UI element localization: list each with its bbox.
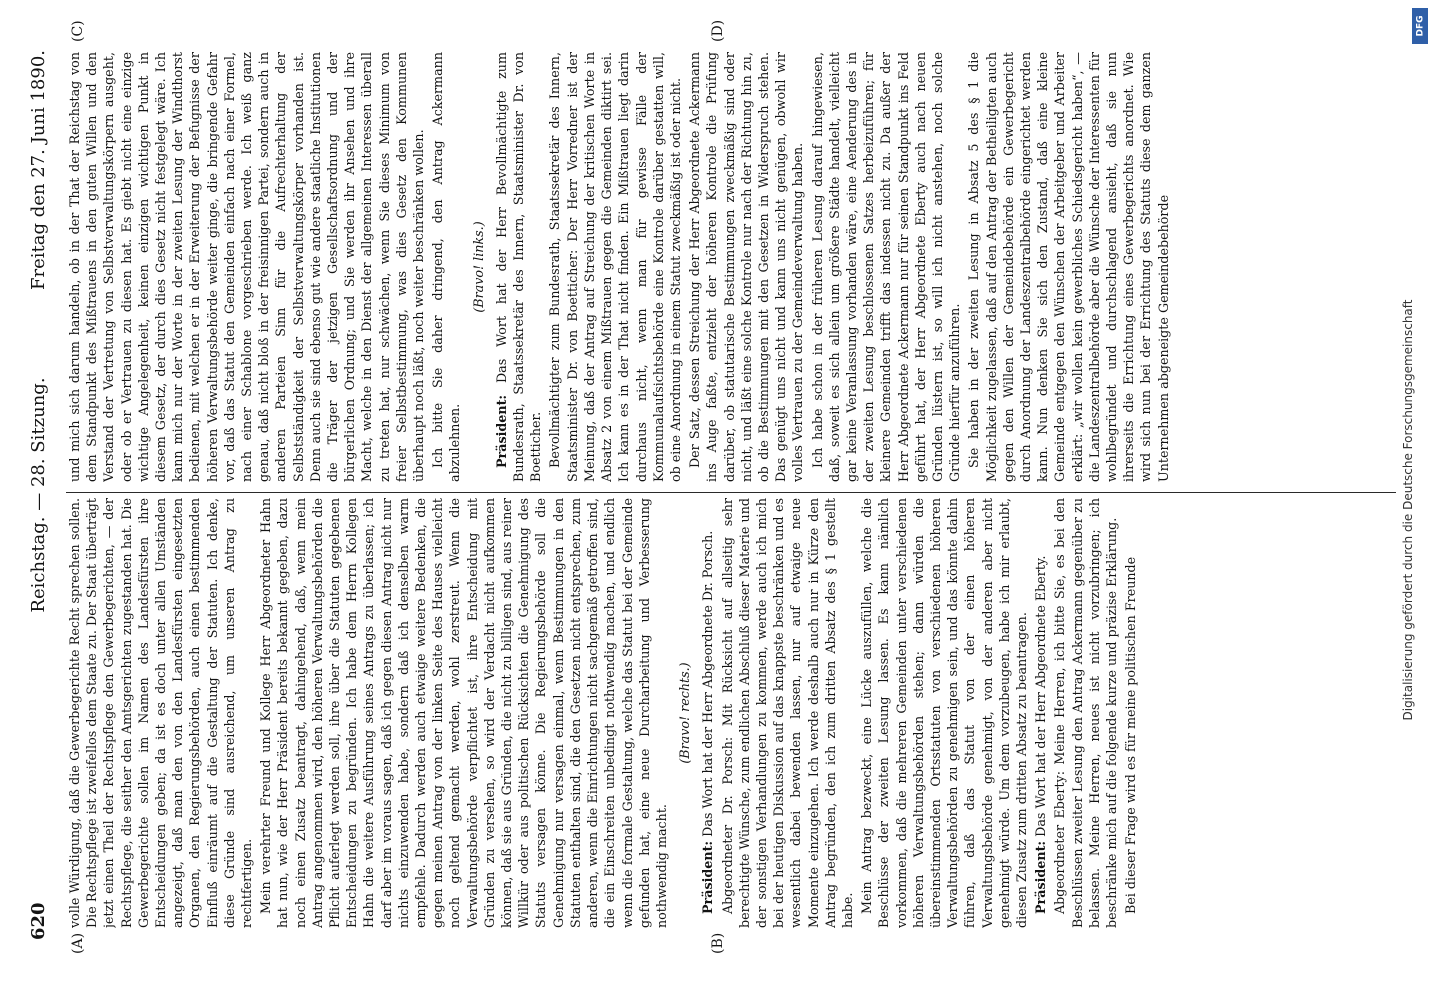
paragraph: Bei dieser Frage wird es für meine politischen Freunde: [1123, 556, 1139, 914]
president-remark: [1032, 498, 1049, 928]
speaker-label: Präsident:: [493, 394, 509, 468]
speaker-label: Präsident:: [1033, 840, 1049, 914]
digitization-credit: [1386, 60, 1430, 960]
remark-text: Das Wort hat der Herr Abgeordnete Dr. Porsch.: [700, 530, 716, 837]
margin-marker-a: (A): [70, 932, 86, 954]
paragraph: und mich sich darum handeln, ob in der That der Reichstag von dem Standpunkt des Mißtrauens in den guten Willen und den Verstand der Vertretung von Selbstverwaltungskörpern ausgeht, oder ob er Vertrauen zu diesen hat. Es giebt nicht eine einzige wichtige Angelegenheit, keinen einzigen wichtigen Punkt in diesem Gesetz, der durch dies Gesetz nicht festgelegt wäre. Ich kann mich nur der Worte in der zweiten Lesung der Windthorst bedienen, mit welchen er in der Erweiterung der Befugnisse der höheren Verwaltungsbehörde weiter ginge, die bringende Gefahr vor, daß das Statut den Gemeinden einfach nach einer Formel, nach einer Schablone vorgeschrieben werde. Ich weiß ganz genau, daß nicht bloß in der freisinnigen Partei, sondern auch in anderen Parteien Sinn für die Aufrechterhaltung der Selbstständigkeit der Selbstverwaltungskörper vorhanden ist. Denn auch sie sind ebenso gut wie andere staatliche Institutionen die Träger der jetzigen Gesellschaftsordnung und der bürgerlichen Ordnung; und Sie werden ihr Ansehen und ihre Macht, welche in den Dienst der allgemeinen Interessen überall zu treten hat, nur schwächen, wenn Sie dieses Minimum von freier Selbstbestimmung, was dies Gesetz den Kommunen überhaupt noch läßt, noch weiter beschränken wollen.: [67, 52, 427, 482]
session-title: Reichstag. — 28. Sitzung.: [28, 377, 49, 613]
speaker-label: Präsident:: [700, 840, 716, 914]
session-date: Freitag den 27. Juni 1890.: [28, 50, 49, 290]
credit-text: Digitalisierung gefördert durch die Deutsche Forschungsgemeinschaft: [1401, 299, 1415, 721]
margin-marker-b: (B): [710, 932, 726, 954]
dfg-logo: [1412, 8, 1428, 44]
applause-note: (Bravo! links.): [470, 221, 486, 313]
column-divider: [66, 492, 1396, 493]
page-header: [14, 50, 54, 940]
page-number: 620: [28, 902, 49, 940]
paragraph: Abgeordneter Eberty: Meine Herren, ich bitte Sie, es bei den Beschlüssen zweiter Lesung den Antrag Ackermann gegenüber zu belassen. Meine Herren, neues ist nicht vorzubringen; ich beschränke mich auf die folgende kurze und präzise Erklärung.: [1052, 498, 1119, 928]
paragraph: volle Würdigung, daß die Gewerbegerichte Recht sprechen sollen. Die Rechtspflege ist zweifellos dem Staate zu. Der Staat überträgt jetzt einen Theil der Rechtspflege den Gewerbegerichten, — der Rechtspflege, die seither den Amtsgerichten zugestanden hat. Die Gewerbegerichte sollen im Namen des Landesfürsten ihre Entscheidungen geben; da ist es doch unter allen Umständen angezeigt, daß man den von den Landesfürsten eingesetzten Organen, den Regierungsbehörden, auch einen bestimmenden Einfluß einräumt auf die Gestaltung der Statuten. Ich denke, diese Gründe sind ausreichend, um unseren Antrag zu rechtfertigen.: [67, 498, 255, 928]
margin-marker-d: (D): [710, 19, 726, 42]
left-column: [66, 498, 1366, 928]
paragraph: Ich habe schon in der früheren Lesung darauf hingewiesen, daß, soweit es sich allein um größere Städte handelt, vielleicht gar keine Veranlassung vorhanden wäre, eine Aenderung des in der zweiten Lesung beschlossenen Satzes herbeizuführen; für kleinere Gemeinden trifft das indessen nicht zu. Da außer der Herr Abgeordnete Ackermann nur für seinen Standpunkt ins Feld geführt hat, der Herr Abgeordnete Eberty auch nach neuen Gründen lüstern ist, so will ich nicht anstehen, noch solche Gründe hierfür anzuführen.: [809, 52, 963, 482]
paragraph: Ich bitte Sie daher dringend, den Antrag Ackermann abzulehnen.: [430, 52, 463, 482]
remark-text: Das Wort hat der Herr Bevollmächtigte zum Bundesrath, Staatssekretär des Innern, Staatsminister Dr. von Boetticher.: [493, 52, 544, 482]
paragraph: Sie haben in der zweiten Lesung in Absatz 5 des § 1 die Möglichkeit zugelassen, daß auf den Antrag der Betheiligten auch gegen den Willen der Gemeindebehörde ein Gewerbegericht durch Anordnung der Landeszentralbehörde eingerichtet werden kann. Nun denken Sie sich den Zustand, daß eine kleine Gemeinde entgegen den Wünschen der Arbeitgeber und Arbeiter erklärt: „wir wollen kein gewerbliches Schiedsgericht haben“, — die Landeszentralbehörde aber die Wünsche der Interessenten für wohlbegründet und durchschlagend ansieht, daß sie nun ihrerseits die Errichtung eines Gewerbegerichts anordnet. Wie wird sich nun bei der Errichtung des Statuts diese dem ganzen Unternehmen abgeneigte Gemeindebehörde: [966, 52, 1171, 482]
remark-text: Das Wort hat der Herr Abgeordnete Eberty.: [1033, 555, 1049, 837]
paragraph: Mein verehrter Freund und Kollege Herr Abgeordneter Hahn hat nun, wie der Herr Präsident bereits bekannt gegeben, dazu noch einen Zusatz beantragt, dahingehend, daß, wenn mein Antrag angenommen wird, den höheren Verwaltungsbehörden die Pflicht auferlegt werden soll, ihre über die Statuten gegebenen Entscheidungen zu begründen. Ich habe dem Herrn Kollegen Hahn die weitere Ausführung seines Antrags zu überlassen; ich darf aber im voraus sagen, daß ich gegen diesen Antrag nicht nur nichts einzuwenden habe, sondern daß ich denselben warm empfehle. Dadurch werden auch etwaige weitere Bedenken, die gegen meinen Antrag von der linken Seite des Hauses vielleicht noch geltend gemacht werden, wohl zerstreut. Wenn die Verwaltungsbehörde verpflichtet ist, ihre Entscheidung mit Gründen zu versehen, so wird der Verdacht nicht aufkommen können, daß sie aus Gründen, die nicht zu billigen sind, aus reiner Willkür oder aus politischen Rücksichten die Genehmigung des Statuts versagen könne. Die Regierungsbehörde soll die Genehmigung nur versagen einmal, wenn Bestimmungen in den Statuten enthalten sind, die den Gesetzen nicht entsprechen, zum anderen, wenn die Einrichtungen nicht sachgemäß getroffen sind, die ein Einschreiten unbedingt nothwendig machen, und endlich wenn die formale Gestaltung, welche das Statut bei der Gemeinde gefunden hat, eine neue Durcharbeitung und Verbesserung nothwendig macht.: [258, 498, 669, 928]
margin-marker-c: (C): [70, 20, 86, 42]
applause-note: (Bravo! rechts.): [677, 662, 693, 764]
paragraph: Mein Antrag bezweckt, eine Lücke auszufüllen, welche die Beschlüsse der zweiten Lesung lassen. Es kann nämlich vorkommen, daß die mehreren Gemeinden unter verschiedenen höheren Verwaltungsbehörden stehen; dann würden die übereinstimmenden Ortsstatuten von verschiedenen höheren Verwaltungsbehörden zu genehmigen sein, und das könnte dahin führen, daß das Statut von der einen höheren Verwaltungsbehörde genehmigt, von der anderen aber nicht genehmigt würde. Um dem vorzubeugen, habe ich mir erlaubt, diesen Zusatz zum dritten Absatz zu beantragen.: [859, 498, 1029, 928]
right-column: [66, 52, 1366, 482]
paragraph: Bevollmächtigter zum Bundesrath, Staatssekretär des Innern, Staatsminister Dr. von Boetticher: Der Herr Vorredner ist der Meinung, daß der Antrag auf Streichung der kritischen Worte in Absatz 2 von einem Mißtrauen gegen die Gemeinden diktirt sei. Ich kann es in der That nicht finden. Ein Mißtrauen liegt darin durchaus nicht, wenn man für gewisse Fälle der Kommunalaufsichtsbehörde eine Kontrole darüber gestatten will, ob eine Anordnung in einem Statut zweckmäßig ist oder nicht.: [547, 52, 683, 482]
paragraph: Abgeordneter Dr. Porsch: Mit Rücksicht auf allseitig sehr berechtigte Wünsche, zum endlichen Abschluß dieser Materie und der sonstigen Verhandlungen zu kommen, werde auch ich mich bei der heutigen Diskussion auf das knappste beschränken und es wesentlich dabei bewenden lassen, nur auf etwaige neue Momente einzugehen. Ich werde deshalb auch nur in Kürze den Antrag begründen, den ich zum dritten Absatz des § 1 gestellt habe.: [719, 498, 855, 928]
president-remark: [699, 498, 716, 928]
president-remark: [493, 52, 545, 482]
dfg-logo-text: DFG: [1415, 15, 1426, 37]
paragraph: Der Satz, dessen Streichung der Herr Abgeordnete Ackermann ins Auge faßte, entzieht der höheren Kontrole die Prüfung darüber, ob statutarische Bestimmungen zweckmäßig sind oder nicht, und läßt eine solche Kontrole nur nach der Richtung hin zu, ob die Bestimmungen mit den Gesetzen in Widerspruch stehen. Das genügt uns nicht und kann uns nicht genügen, obwohl wir volles Vertrauen zu der Gemeindeverwaltung haben.: [687, 52, 806, 482]
